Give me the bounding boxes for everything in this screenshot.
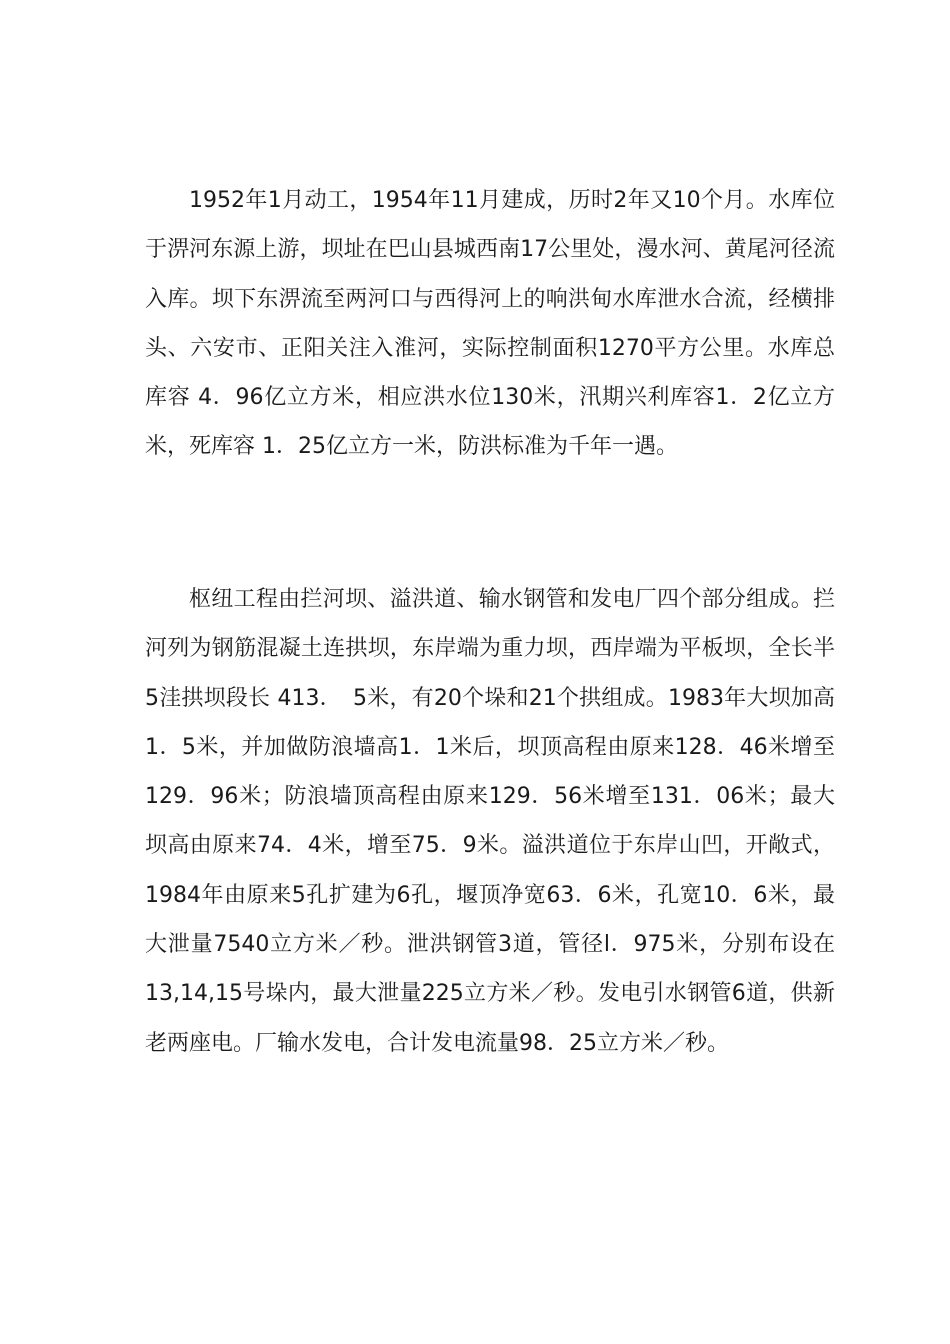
paragraph-construction-overview: 1952年1月动工，1954年11月建成，历时2年又10个月。水库位于淠河东源上游，坝址在巴山县城西南17公里处，漫水河、黄尾河径流入库。坝下东淠流至两河口与西得河上的响洪甸水库泄水合流，经横排头、六安市、正阳关注入淮河，实际控制面积1270平方公里。水库总库容 4．96亿立方米，相应洪水位130米，汛期兴利库容1．2亿立方米，死库容 1．25亿立方一米，防洪标准为千年一遇。 <box>145 188 835 460</box>
paragraph-hub-engineering: 枢纽工程由拦河坝、溢洪道、输水钢管和发电厂四个部分组成。拦河列为钢筋混凝土连拱坝，东岸端为重力坝，西岸端为平板坝，全长半5洼拱坝段长 413． 5米，有20个垛和21个拱组成。1983年大坝加高1．5米，并加做防浪墙高1．1米后，坝顶高程由原来128．46米增至129．96米；防浪墙顶高程由原来129．56米增至131．06米；最大坝高由原来74．4米，增至75．9米。溢洪道位于东岸山凹，开敞式，1984年由原来5孔扩建为6孔，堰顶净宽63．6米，孔宽10．6米，最大泄量7540立方米／秒。泄洪钢管3道，管径l．975米，分别布设在13,14,15号垛内，最大泄量225立方米／秒。发电引水钢管6道，供新老两座电。厂输水发电，合计发电流量98．25立方米／秒。 <box>145 587 835 1056</box>
